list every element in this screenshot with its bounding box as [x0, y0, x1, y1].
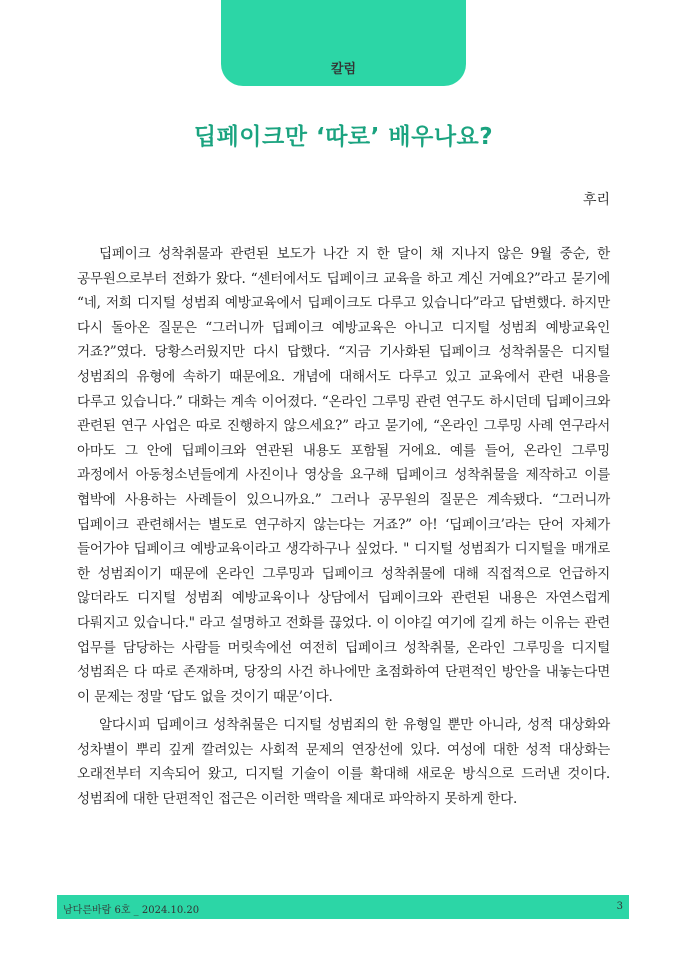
publication-info: 남다른바람 6호 _ 2024.10.20: [63, 905, 200, 916]
author-name: 후리: [582, 192, 610, 208]
section-tab: [221, 0, 466, 86]
article-title: 딥페이크만 ‘따로’ 배우나요?: [193, 124, 494, 150]
section-label: 칼럼: [330, 62, 357, 77]
body-paragraph: 알다시피 딥페이크 성착취물은 디지털 성범죄의 한 유형일 뿐만 아니라, 성적 대상화와 성차별이 뿌리 깊게 깔려있는 사회적 문제의 연장선에 있다. 여성에 대한 성적 대상화는 오래전부터 지속되어 왔고, 디지털 기술이 이를 확대해 새로운 방식으로 드러낸 것이다. 성범죄에 대한 단편적인 접근은 이러한 맥락을 제대로 파악하지 못하게 한다.: [77, 717, 610, 808]
body-paragraph: 딥페이크 성착취물과 관련된 보도가 나간 지 한 달이 채 지나지 않은 9월 중순, 한 공무원으로부터 전화가 왔다. “센터에서도 딥페이크 교육을 하고 계신 거예요?”라고 묻기에 “네, 저희 디지털 성범죄 예방교육에서 딥페이크도 다루고 있습니다”라고 답변했다. 하지만 다시 돌아온 질문은 “그러니까 딥페이크 예방교육은 아니고 디지털 성범죄 예방교육인 거죠?”였다. 당황스러웠지만 다시 답했다. “지금 기사화된 딥페이크 성착취물은 디지털 성범죄의 유형에 속하기 때문에요. 개념에 대해서도 다루고 있고 교육에서 관련 내용을 다루고 있습니다.” 대화는 계속 이어졌다. “온라인 그루밍 관련 연구도 하시던데 딥페이크와 관련된 연구 사업은 따로 진행하지 않으세요?” 라고 묻기에, “온라인 그루밍 사례 연구라서 아마도 그 안에 딥페이크와 연관된 내용도 포함될 거에요. 예를 들어, 온라인 그루밍 과정에서 아동청소년들에게 사진이나 영상을 요구해 딥페이크 성착취물을 제작하고 이를 협박에 사용하는 사례들이 있으니까요.” 그러나 공무원의 질문은 계속됐다. “그러니까 딥페이크 관련해서는 별도로 연구하지 않는다는 거죠?” 아! ‘딥페이크’라는 단어 자체가 들어가야 딥페이크 예방교육이라고 생각하구나 싶었다. " 디지털 성범죄가 디지털을 매개로 한 성범죄이기 때문에 온라인 그루밍과 딥페이크 성착취물에 대해 직접적으로 언급하지 않더라도 디지털 성범죄 예방교육이나 상담에서 딥페이크와 관련된 내용은 자연스럽게 다뤄지고 있습니다." 라고 설명하고 전화를 끊었다. 이 이야길 여기에 길게 하는 이유는 관련 업무를 담당하는 사람들 머릿속에선 여전히 딥페이크 성착취물, 온라인 그루밍을 디지털 성범죄은 다 따로 존재하며, 당장의 사건 하나에만 초점화하여 단편적인 방안을 내놓는다면 이 문제는 정말 ‘답도 없을 것이기 때문’이다.: [77, 246, 610, 705]
page-footer: [57, 895, 629, 919]
article-body: [77, 242, 610, 816]
page-number: 3: [616, 901, 623, 912]
